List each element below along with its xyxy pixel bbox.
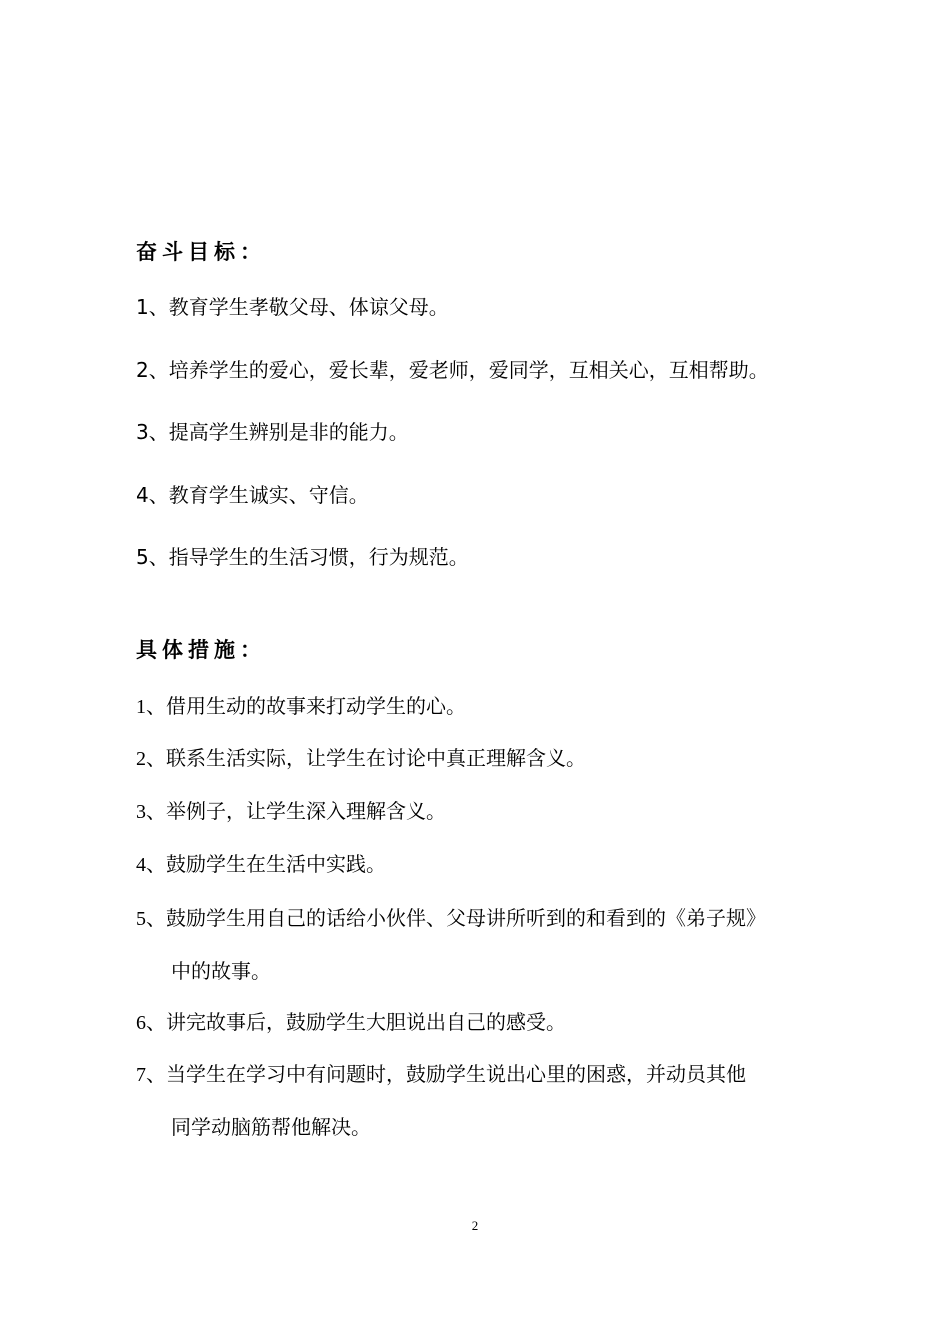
measures-heading: 具体措施： bbox=[136, 638, 266, 662]
measure-item-continuation: 中的故事。 bbox=[171, 959, 271, 983]
goal-item bbox=[136, 291, 449, 320]
measure-item bbox=[136, 795, 446, 824]
measure-text: 、当学生在学习中有问题时，鼓励学生说出心里的困惑，并动员其他 bbox=[146, 1062, 746, 1086]
goal-item bbox=[136, 541, 469, 570]
measure-item bbox=[136, 902, 766, 931]
measure-item bbox=[136, 690, 466, 719]
goal-item bbox=[136, 354, 769, 383]
goal-number: 5 bbox=[136, 545, 149, 569]
goal-text: 、指导学生的生活习惯，行为规范。 bbox=[148, 545, 469, 569]
measure-item-continuation: 同学动脑筋帮他解决。 bbox=[171, 1115, 371, 1139]
measure-item bbox=[136, 742, 586, 771]
measure-text: 、借用生动的故事来打动学生的心。 bbox=[146, 694, 466, 718]
measure-text: 、联系生活实际，让学生在讨论中真正理解含义。 bbox=[146, 746, 586, 770]
goal-number: 4 bbox=[136, 483, 149, 507]
measure-item bbox=[136, 1006, 566, 1035]
goal-number: 3 bbox=[136, 420, 149, 444]
measure-number: 4 bbox=[136, 854, 146, 876]
measure-text: 、举例子，让学生深入理解含义。 bbox=[146, 799, 446, 823]
goal-number: 1 bbox=[136, 295, 149, 319]
measure-text: 、讲完故事后，鼓励学生大胆说出自己的感受。 bbox=[146, 1010, 566, 1034]
goal-text: 、教育学生孝敬父母、体谅父母。 bbox=[148, 295, 449, 319]
measure-number: 7 bbox=[136, 1064, 146, 1086]
page-number: 2 bbox=[471, 1218, 479, 1233]
measure-number: 1 bbox=[136, 696, 146, 718]
measure-number: 5 bbox=[136, 908, 146, 930]
measure-item bbox=[136, 1058, 746, 1087]
measure-number: 3 bbox=[136, 801, 146, 823]
measure-number: 6 bbox=[136, 1012, 146, 1034]
goal-number: 2 bbox=[136, 358, 149, 382]
goals-heading: 奋斗目标： bbox=[136, 240, 266, 264]
measure-text: 、鼓励学生用自己的话给小伙伴、父母讲所听到的和看到的《弟子规》 bbox=[146, 906, 766, 930]
goal-item bbox=[136, 416, 409, 445]
measure-item bbox=[136, 848, 386, 877]
goal-item bbox=[136, 479, 369, 508]
goal-text: 、提高学生辨别是非的能力。 bbox=[148, 420, 409, 444]
goal-text: 、教育学生诚实、守信。 bbox=[148, 483, 369, 507]
measure-text: 、鼓励学生在生活中实践。 bbox=[146, 852, 386, 876]
goal-text: 、培养学生的爱心，爱长辈，爱老师，爱同学，互相关心，互相帮助。 bbox=[148, 358, 769, 382]
measure-number: 2 bbox=[136, 748, 146, 770]
